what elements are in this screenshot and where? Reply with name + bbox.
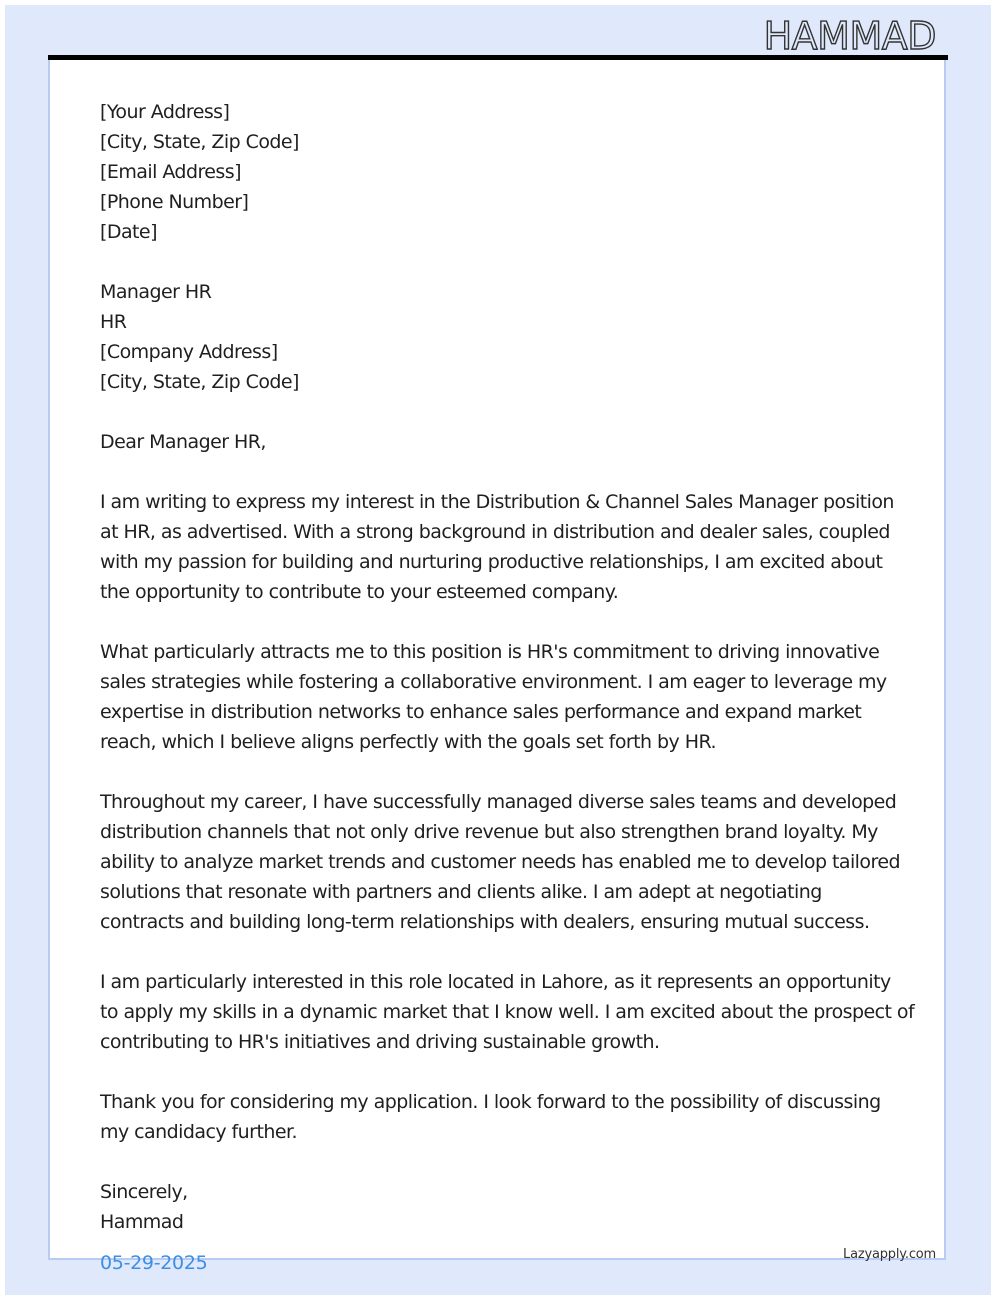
sender-block	[100, 97, 900, 247]
paragraph-line: ability to analyze market trends and customer needs has enabled me to develop tailored	[100, 851, 900, 873]
closing: Sincerely,	[100, 1181, 188, 1203]
recipient-block	[100, 277, 900, 397]
paragraph-line: solutions that resonate with partners and clients alike. I am adept at negotiating	[100, 881, 822, 903]
signature: Hammad	[100, 1211, 184, 1233]
paragraph-line: the opportunity to contribute to your esteemed company.	[100, 581, 619, 603]
paragraph-line: distribution channels that not only drive revenue but also strengthen brand loyalty. My	[100, 821, 878, 843]
recipient-city-state-zip: [City, State, Zip Code]	[100, 371, 299, 393]
body-paragraph-5	[100, 1087, 900, 1147]
sender-city-state-zip: [City, State, Zip Code]	[100, 131, 299, 153]
spacer	[100, 937, 900, 967]
paragraph-line: at HR, as advertised. With a strong background in distribution and dealer sales, coupled	[100, 521, 890, 543]
recipient-company: HR	[100, 311, 127, 333]
spacer	[100, 397, 900, 427]
paragraph-line: I am particularly interested in this role located in Lahore, as it represents an opportunity	[100, 971, 891, 993]
watermark: Lazyapply.com	[843, 1247, 936, 1262]
sender-date: [Date]	[100, 221, 157, 243]
cover-letter	[100, 97, 915, 1237]
body-paragraph-3	[100, 787, 900, 937]
salutation: Dear Manager HR,	[100, 431, 266, 453]
spacer	[100, 247, 900, 277]
header-name: HAMMAD	[763, 14, 936, 58]
recipient-address: [Company Address]	[100, 341, 278, 363]
paragraph-line: to apply my skills in a dynamic market that I know well. I am excited about the prospect of	[100, 1001, 915, 1023]
paragraph-line: contributing to HR's initiatives and driving sustainable growth.	[100, 1031, 660, 1053]
spacer	[100, 1057, 900, 1087]
sender-email: [Email Address]	[100, 161, 241, 183]
paragraph-line: contracts and building long-term relationships with dealers, ensuring mutual success.	[100, 911, 870, 933]
paragraph-line: I am writing to express my interest in the Distribution & Channel Sales Manager position	[100, 491, 894, 513]
spacer	[100, 1147, 900, 1177]
spacer	[100, 757, 900, 787]
paragraph-line: What particularly attracts me to this position is HR's commitment to driving innovative	[100, 641, 880, 663]
sender-address: [Your Address]	[100, 101, 230, 123]
body-paragraph-4	[100, 967, 915, 1057]
spacer	[100, 457, 900, 487]
letter-date: 05-29-2025	[100, 1252, 208, 1274]
sender-phone: [Phone Number]	[100, 191, 249, 213]
paragraph-line: expertise in distribution networks to enhance sales performance and expand market	[100, 701, 862, 723]
paragraph-line: my candidacy further.	[100, 1121, 297, 1143]
body-paragraph-2	[100, 637, 900, 757]
paragraph-line: with my passion for building and nurturing productive relationships, I am excited about	[100, 551, 883, 573]
spacer	[100, 607, 900, 637]
body-paragraph-1	[100, 487, 900, 607]
paragraph-line: reach, which I believe aligns perfectly with the goals set forth by HR.	[100, 731, 716, 753]
paragraph-line: Thank you for considering my application. I look forward to the possibility of discussing	[100, 1091, 881, 1113]
paragraph-line: Throughout my career, I have successfully managed diverse sales teams and developed	[100, 791, 897, 813]
recipient-name: Manager HR	[100, 281, 212, 303]
paragraph-line: sales strategies while fostering a collaborative environment. I am eager to leverage my	[100, 671, 887, 693]
